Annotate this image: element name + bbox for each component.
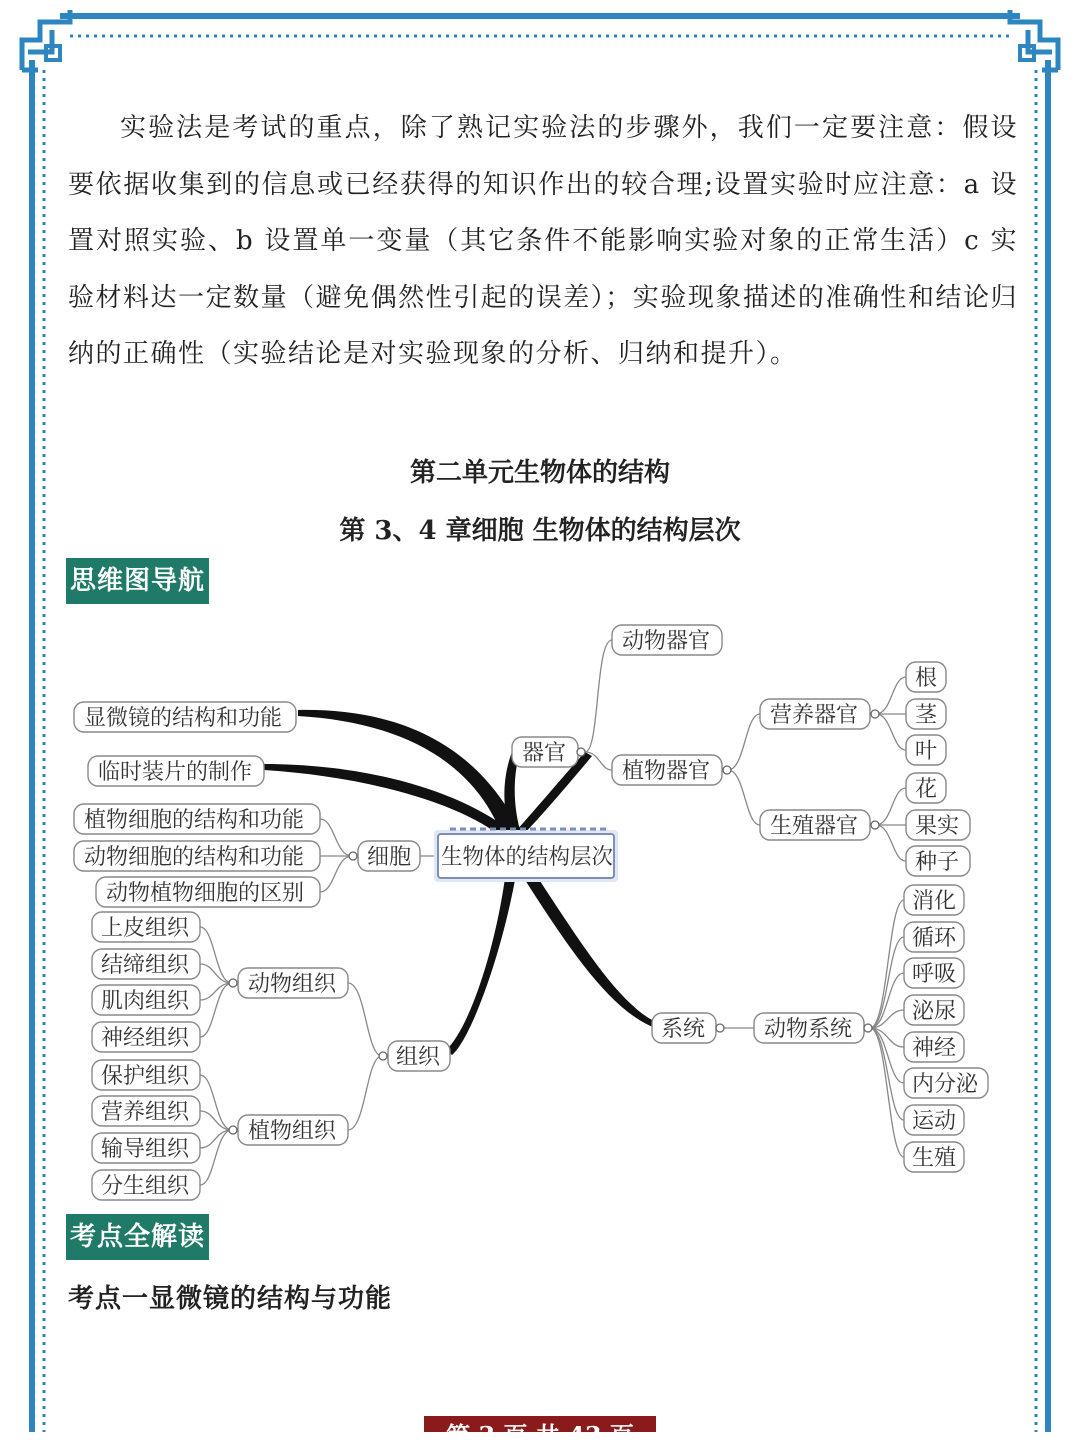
node-excretion: [904, 995, 964, 1025]
node-endocrine: [904, 1068, 988, 1098]
node-root: [906, 662, 946, 692]
node-vegetative-organ: [760, 699, 870, 729]
node-label: 泌尿: [912, 999, 957, 1024]
point-one-title: 考点一显微镜的结构与功能: [68, 1284, 393, 1314]
node-system: [652, 1013, 716, 1043]
node-label: 细胞: [367, 845, 412, 870]
node-label: 输导组织: [101, 1137, 190, 1162]
node-temp-slide: [88, 756, 264, 786]
node-label: 消化: [912, 889, 957, 914]
node-flower: [906, 773, 946, 803]
node-label: 上皮组织: [101, 916, 190, 941]
node-connective: [92, 949, 200, 979]
node-label: 循环: [912, 926, 957, 951]
node-label: 器官: [522, 741, 567, 766]
node-label: 显微镜的结构和功能: [84, 706, 283, 731]
node-label: 种子: [915, 850, 960, 875]
node-cell-difference: [96, 877, 320, 907]
intro-paragraph: 实验法是考试的重点，除了熟记实验法的步骤外，我们一定要注意：假设要依据收集到的信息或已经获得的知识作出的较合理;设置实验时应注意：a 设置对照实验、b 设置单一变量（其它条件不能影响实验对象的正常生活）c 实验材料达一定数量（避免偶然性引起的误差）；实验现象描述的准确性和结论归纳的正确性（实验结论是对实验现象的分析、归纳和提升）。: [68, 113, 1018, 369]
node-label: 生殖: [912, 1146, 957, 1171]
footer-page-number: 第 3 页 共 43 页: [424, 1416, 656, 1432]
node-label: 植物器官: [622, 759, 711, 784]
node-plant-organ: [612, 755, 722, 785]
node-label: 系统: [661, 1017, 706, 1042]
node-label: 动物器官: [622, 629, 711, 654]
node-label: 肌肉组织: [101, 989, 190, 1014]
node-label: 植物组织: [248, 1119, 337, 1144]
node-label: 结缔组织: [101, 953, 190, 978]
unit-title: 第二单元生物体的结构: [409, 458, 670, 488]
node-label: 动物植物细胞的区别: [106, 881, 305, 906]
node-label: 动物细胞的结构和功能: [84, 845, 305, 870]
node-plant-cell: [74, 804, 320, 834]
node-epithelial: [92, 912, 200, 942]
section-tag-points: 考点全解读: [66, 1214, 209, 1260]
node-organ: [512, 737, 578, 767]
node-label: 呼吸: [912, 962, 957, 987]
node-label: 组织: [396, 1045, 441, 1070]
center-node-label: 生物体的结构层次: [441, 845, 613, 870]
node-nervous: [92, 1022, 200, 1052]
node-protective: [92, 1060, 200, 1090]
node-seed: [906, 846, 970, 876]
node-nutritive: [92, 1096, 200, 1126]
node-label: 神经组织: [101, 1026, 190, 1051]
node-animal-tissue: [238, 968, 348, 998]
node-label: 根: [915, 666, 938, 691]
node-label: 神经: [912, 1036, 957, 1061]
node-nerve: [904, 1032, 964, 1062]
node-label: 果实: [915, 814, 960, 839]
chapter-title: 第 3、4 章细胞 生物体的结构层次: [339, 516, 741, 546]
node-label: 茎: [915, 703, 938, 728]
node-label: 运动: [912, 1109, 957, 1134]
node-label: 保护组织: [101, 1064, 190, 1089]
node-tissue: [388, 1041, 450, 1071]
node-label: 营养器官: [770, 703, 859, 728]
node-label: 植物细胞的结构和功能: [84, 808, 305, 833]
node-label: 分生组织: [101, 1174, 190, 1199]
node-plant-tissue: [238, 1115, 348, 1145]
node-fruit: [906, 810, 970, 840]
node-conductive: [92, 1133, 200, 1163]
node-circulation: [904, 922, 964, 952]
main-branches: [264, 710, 656, 1055]
node-meristem: [92, 1170, 200, 1200]
node-leaf: [906, 735, 946, 765]
center-node: [434, 829, 618, 882]
node-animal-system: [754, 1013, 864, 1043]
node-cell: [358, 841, 420, 871]
node-label: 叶: [915, 739, 938, 764]
node-label: 内分泌: [912, 1072, 979, 1097]
section-tag-mindmap: 思维图导航: [66, 558, 209, 604]
node-label: 营养组织: [101, 1100, 190, 1125]
node-label: 动物系统: [764, 1017, 853, 1042]
node-motion: [904, 1105, 964, 1135]
node-reproduction: [904, 1142, 964, 1172]
node-muscle: [92, 985, 200, 1015]
node-label: 花: [915, 777, 938, 802]
node-label: 临时装片的制作: [98, 760, 253, 785]
node-stem: [906, 699, 946, 729]
node-animal-organ: [612, 625, 722, 655]
node-animal-cell: [74, 841, 320, 871]
node-label: 动物组织: [248, 972, 337, 997]
node-label: 生殖器官: [770, 814, 859, 839]
node-reproductive-organ: [760, 810, 870, 840]
node-respiration: [904, 958, 964, 988]
node-digestion: [904, 885, 964, 915]
node-microscope: [74, 702, 296, 732]
